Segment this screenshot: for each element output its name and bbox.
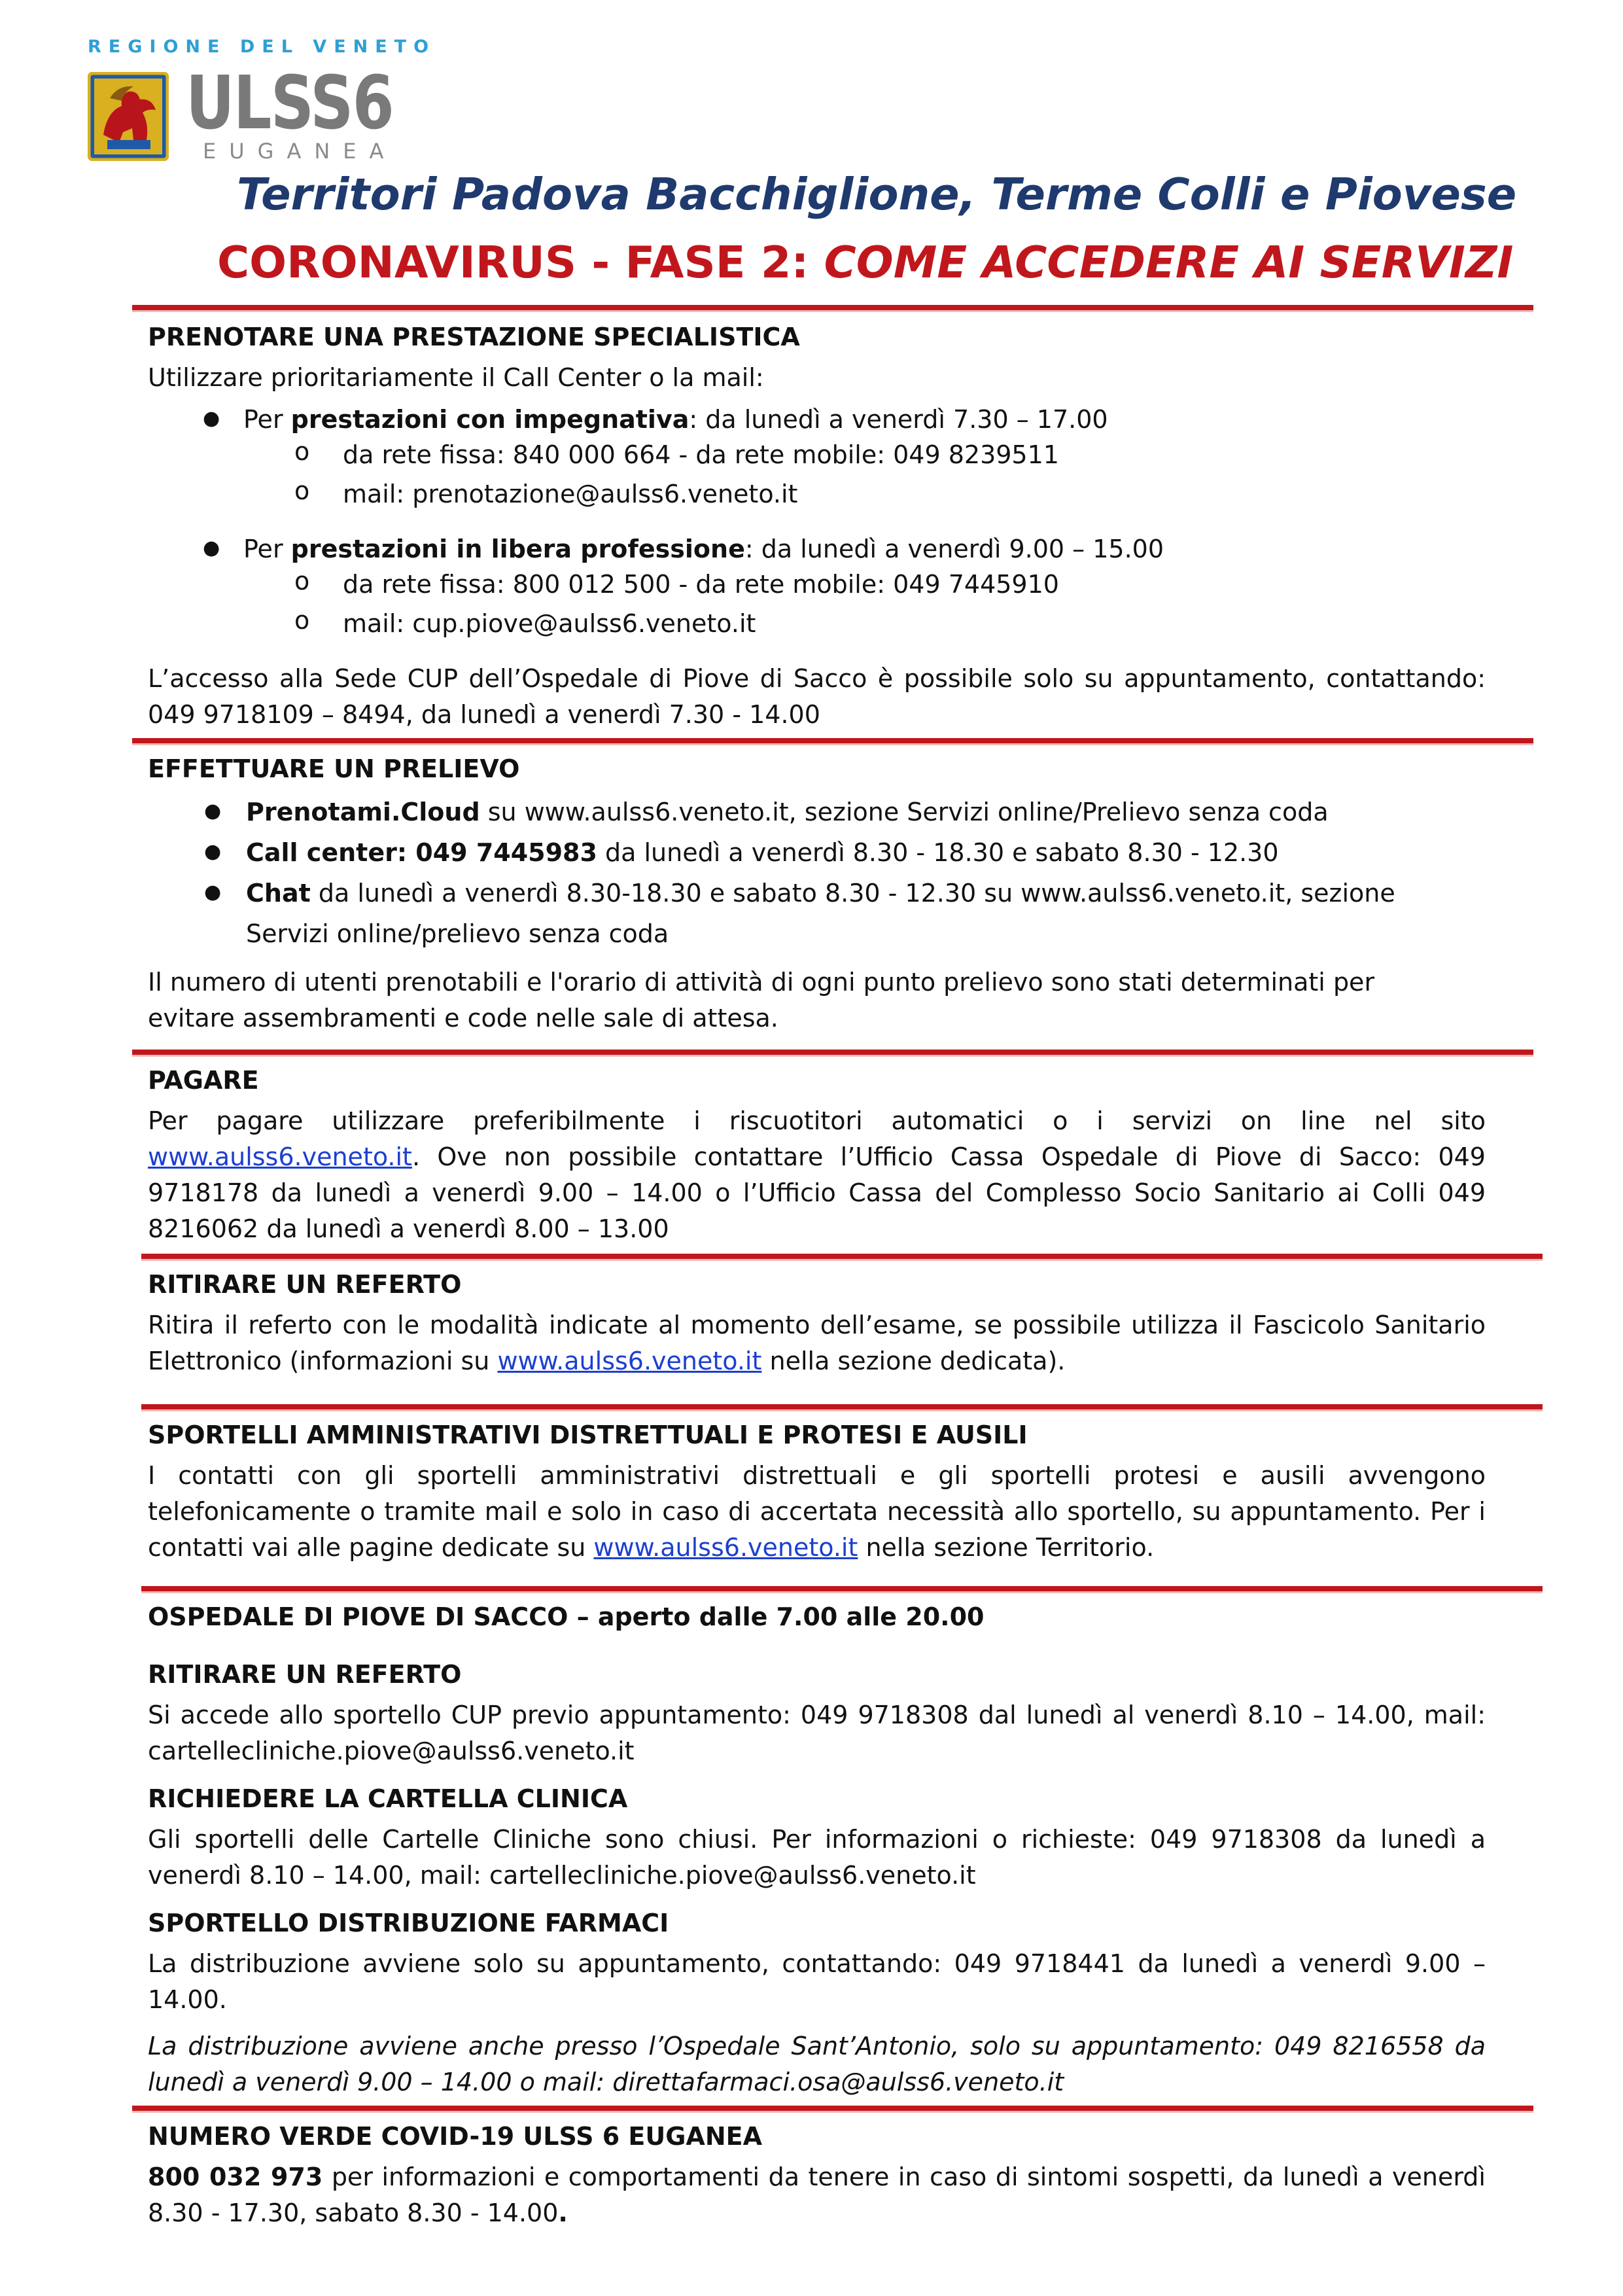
prelievo-chat-continued: Servizi online/prelievo senza coda: [246, 919, 669, 948]
ospedale-farmaci-heading: SPORTELLO DISTRIBUZIONE FARMACI: [148, 1909, 669, 1937]
prelievo-bullet-chat: [246, 875, 1518, 911]
referto-text: [148, 1307, 1486, 1379]
bullet-icon: ●: [204, 800, 222, 822]
prenotare-libera-phone: da rete fissa: 800 012 500 - da rete mobile: 049 7445910: [343, 570, 1059, 599]
text: su www.aulss6.veneto.it, sezione Servizi online/Prelievo senza coda: [480, 798, 1329, 826]
prenotare-libera-mail: mail: cup.piove@aulss6.veneto.it: [343, 609, 756, 638]
circle-bullet-icon: o: [294, 476, 310, 505]
ulss6-logo-text: ULSS6: [186, 61, 393, 146]
section-heading-prenotare: PRENOTARE UNA PRESTAZIONE SPECIALISTICA: [148, 323, 800, 351]
text: da lunedì a venerdì 8.30-18.30 e sabato 8.30 - 12.30 su www.aulss6.veneto.it, sezione: [310, 879, 1395, 908]
text: nella sezione dedicata).: [761, 1347, 1066, 1375]
section-divider: [141, 1254, 1543, 1259]
pagare-text: [148, 1103, 1486, 1247]
section-divider: [141, 1404, 1543, 1409]
subtitle-italic: COME ACCEDERE AI SERVIZI: [824, 237, 1514, 288]
prenotare-impegnativa-mail: mail: prenotazione@aulss6.veneto.it: [343, 480, 798, 508]
circle-bullet-icon: o: [294, 437, 310, 466]
ospedale-referto-text: Si accede allo sportello CUP previo appuntamento: 049 9718308 dal lunedì al venerdì 8.10 – 14.00, mail: cartellecliniche.piove@aulss6.veneto.it: [148, 1701, 1486, 1765]
euganea-logo-text: EUGANEA: [203, 139, 397, 164]
section-heading-prelievo: EFFETTUARE UN PRELIEVO: [148, 754, 520, 783]
section-heading-referto: RITIRARE UN REFERTO: [148, 1270, 462, 1299]
text-bold: 800 032 973: [148, 2163, 323, 2191]
sportelli-text: [148, 1458, 1486, 1566]
ospedale-referto-heading: RITIRARE UN REFERTO: [148, 1660, 462, 1689]
text-bold: Chat: [246, 879, 311, 908]
text: Per: [243, 535, 291, 563]
text: Per pagare utilizzare preferibilmente i riscuotitori automatici o i servizi on line nel sito: [148, 1106, 1486, 1135]
prelievo-bullet-callcenter: [246, 835, 1518, 871]
aulss6-link[interactable]: www.aulss6.veneto.it: [148, 1142, 412, 1171]
lion-crest-icon: [88, 72, 169, 161]
section-divider: [132, 2106, 1533, 2111]
prenotare-bullet-impegnativa: [243, 402, 1486, 438]
section-divider: [132, 305, 1533, 310]
section-heading-numero-verde: NUMERO VERDE COVID-19 ULSS 6 EUGANEA: [148, 2122, 763, 2151]
text-bold: prestazioni con impegnativa: [290, 405, 689, 434]
bullet-icon: ●: [204, 840, 222, 863]
numero-verde-text: [148, 2159, 1486, 2231]
text: : da lunedì a venerdì 7.30 – 17.00: [689, 405, 1108, 434]
text: I contatti con gli sportelli amministrativi distrettuali e gli sportelli protesi e ausili avvengono telefonicamente o tramite mail e solo in caso di accertata necessità allo sportello, su appuntamento. Per i contatti vai alle pagine dedicate su: [148, 1461, 1486, 1562]
subtitle-plain: CORONAVIRUS - FASE 2:: [217, 237, 824, 288]
aulss6-link[interactable]: www.aulss6.veneto.it: [497, 1347, 762, 1375]
text: . Ove non possibile contattare l’Ufficio Cassa Ospedale di Piove di Sacco: 049 9718178 da lunedì a venerdì 9.00 – 14.00 o l’Ufficio Cassa del Complesso Socio Sanitario ai Colli 049 8216062 da lunedì a venerdì 8.00 – 13.00: [148, 1142, 1486, 1243]
text-bold: Call center: 049 7445983: [246, 838, 597, 867]
prenotare-impegnativa-phone: da rete fissa: 840 000 664 - da rete mobile: 049 8239511: [343, 440, 1059, 469]
text: Ritira il referto con le modalità indicate al momento dell’esame, se possibile utilizza il Fascicolo Sanitario Elettronico (informazioni su: [148, 1311, 1486, 1375]
circle-bullet-icon: o: [294, 567, 310, 595]
text-bold: prestazioni in libera professione: [290, 535, 745, 563]
ospedale-farmaci-text: La distribuzione avviene solo su appuntamento, contattando: 049 9718441 da lunedì a venerdì 9.00 – 14.00.: [148, 1949, 1486, 2014]
text: per informazioni e comportamenti da tenere in caso di sintomi sospetti, da lunedì a venerdì 8.30 - 17.30, sabato 8.30 - 14.00: [148, 2163, 1486, 2227]
bullet-icon: ●: [203, 407, 220, 430]
section-heading-pagare: PAGARE: [148, 1066, 259, 1095]
aulss6-link[interactable]: www.aulss6.veneto.it: [593, 1533, 858, 1562]
text: Per: [243, 405, 291, 434]
section-divider: [132, 738, 1533, 743]
text: nella sezione Territorio.: [858, 1533, 1155, 1562]
section-heading-sportelli: SPORTELLI AMMINISTRATIVI DISTRETTUALI E PROTESI E AUSILI: [148, 1421, 1028, 1449]
prenotare-note: L’accesso alla Sede CUP dell’Ospedale di Piove di Sacco è possibile solo su appuntamento, contattando: 049 9718109 – 8494, da lunedì a venerdì 7.30 - 14.00: [148, 664, 1486, 729]
bullet-icon: ●: [203, 537, 220, 559]
page-title: Territori Padova Bacchiglione, Terme Colli e Piovese: [237, 169, 1517, 220]
section-heading-ospedale: OSPEDALE DI PIOVE DI SACCO – aperto dalle 7.00 alle 20.00: [148, 1602, 985, 1631]
section-divider: [141, 1586, 1543, 1591]
text: : da lunedì a venerdì 9.00 – 15.00: [744, 535, 1164, 563]
prenotare-intro: Utilizzare prioritariamente il Call Center o la mail:: [148, 363, 764, 392]
ospedale-cartella-text: Gli sportelli delle Cartelle Cliniche sono chiusi. Per informazioni o richieste: 049 9718308 da lunedì a venerdì 8.10 – 14.00, mail: cartellecliniche.piove@aulss6.veneto.it: [148, 1825, 1486, 1890]
region-veneto-label: REGIONE DEL VENETO: [88, 37, 436, 57]
ospedale-farmaci-italic-note: La distribuzione avviene anche presso l’Ospedale Sant’Antonio, solo su appuntamento: 049 8216558 da lunedì a venerdì 9.00 – 14.00 o mail: direttafarmaci.osa@aulss6.veneto.it: [148, 2032, 1486, 2096]
prelievo-bullet-prenotami: [246, 794, 1518, 830]
text-bold: .: [558, 2199, 568, 2227]
ospedale-cartella-heading: RICHIEDERE LA CARTELLA CLINICA: [148, 1784, 628, 1813]
prenotare-bullet-libera-professione: [243, 531, 1486, 567]
circle-bullet-icon: o: [294, 606, 310, 635]
section-divider: [132, 1050, 1533, 1055]
text-bold: Prenotami.Cloud: [246, 798, 480, 826]
bullet-icon: ●: [204, 881, 222, 904]
prelievo-note: Il numero di utenti prenotabili e l'orario di attività di ogni punto prelievo sono stati determinati per evitare assembramenti e code nelle sale di attesa.: [148, 968, 1375, 1033]
text: da lunedì a venerdì 8.30 - 18.30 e sabato 8.30 - 12.30: [597, 838, 1279, 867]
page-subtitle: [217, 237, 1513, 288]
